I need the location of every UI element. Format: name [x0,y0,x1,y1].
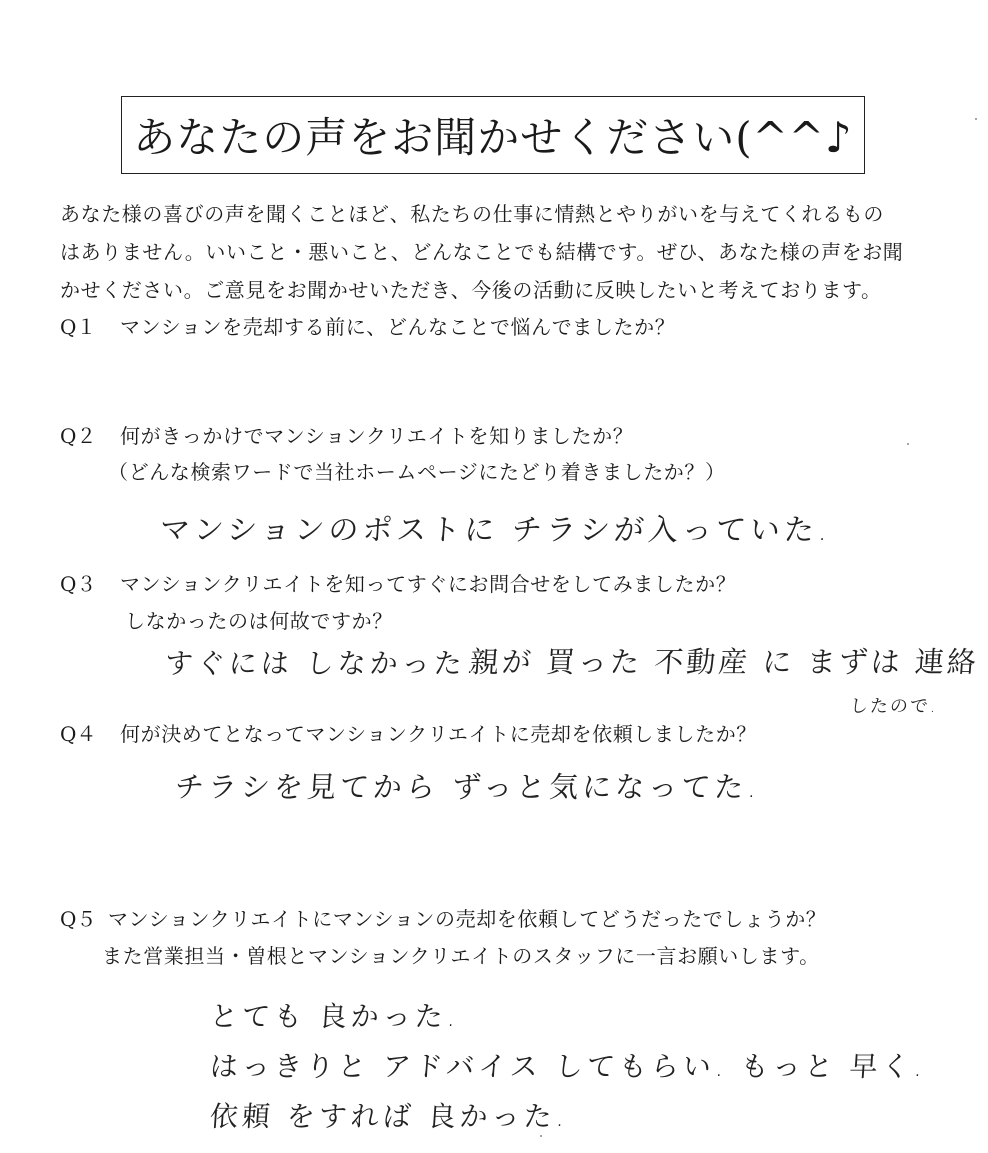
q2-text-line-2: （どんな検索ワードで当社ホームページにたどり着きましたか？） [108,460,726,484]
intro-line-2: はありません。いいこと・悪いこと、どんなことでも結構です。ぜひ、あなた様の声をお聞 [60,240,904,264]
q4-label: Q４ [60,722,97,746]
q4-text: 何が決めてとなってマンションクリエイトに売却を依頼しましたか？ [120,722,757,746]
q2-label: Q２ [60,424,97,448]
q3-label: Q３ [60,572,97,596]
intro-line-1: あなた様の喜びの声を聞くことほど、私たちの仕事に情熱とやりがいを与えてくれるもの [60,202,884,226]
q1-label: Q１ [60,315,97,339]
q1-text: マンションを売却する前に、どんなことで悩んでましたか？ [120,315,676,339]
q5-text-line-2: また営業担当・曽根とマンションクリエイトのスタッフに一言お願いします。 [102,944,820,968]
q3-answer-part-2: 親が 買った 不動産 に まずは 連絡 [468,645,981,679]
q5-text-line-1: マンションクリエイトにマンションの売却を依頼してどうだったでしょうか？ [108,907,827,931]
q3-answer-part-1: すぐには しなかった. [163,647,480,680]
q5-answer-line-2: はっきりと アドバイス してもらい. もっと 早く. [208,1050,928,1083]
q5-answer-line-3: 依頼 をすれば 良かった. [208,1100,570,1133]
q5-answer-line-1: とても 良かった. [208,1000,461,1033]
scan-speck [540,1135,542,1137]
q3-text-line-2: しなかったのは何故ですか？ [125,609,393,633]
q2-answer: マンションのポストに チラシが入っていた. [158,513,833,548]
intro-line-3: かせください。ご意見をお聞かせいただき、今後の活動に反映したいと考えております。 [60,278,882,302]
page-title: あなたの声をお聞かせください(^^♪ [133,113,853,162]
q2-text-line-1: 何がきっかけでマンションクリエイトを知りましたか？ [120,424,634,448]
q3-answer-part-3: したので. [849,696,939,717]
q3-text-line-1: マンションクリエイトを知ってすぐにお問合せをしてみましたか？ [120,572,737,596]
title-box [121,96,865,174]
q5-label: Q５ [60,907,97,931]
q4-answer: チラシを見てから ずっと気になってた. [173,770,762,804]
scan-speck [975,118,977,120]
scan-speck [907,443,909,445]
